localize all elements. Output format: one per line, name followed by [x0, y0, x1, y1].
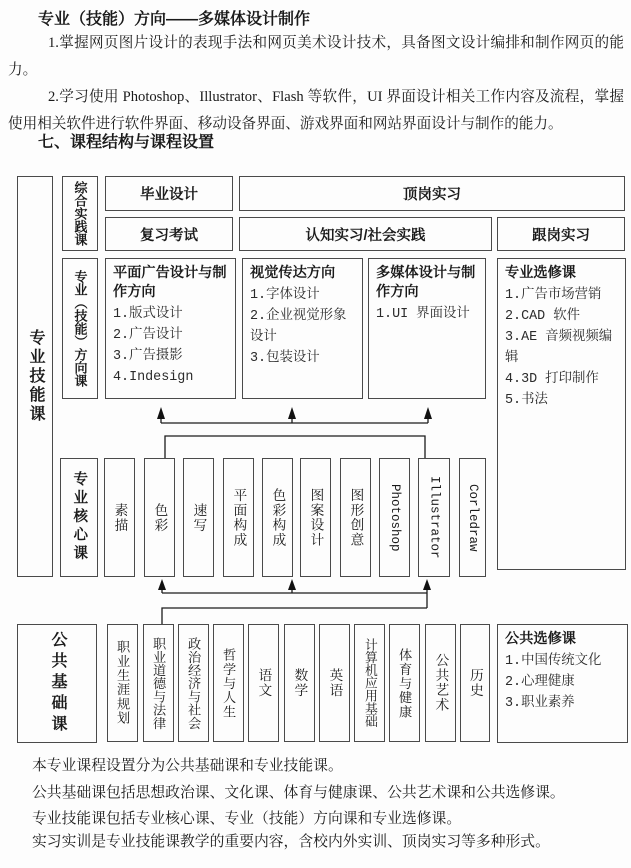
direction-title: 多媒体设计与制作方向: [376, 265, 476, 300]
direction-item: 2.广告设计: [113, 328, 183, 343]
core-course-box: [459, 458, 486, 577]
direction-title: 视觉传达方向: [250, 265, 336, 281]
follow-internship-label: 跟岗实习: [532, 227, 590, 244]
direction-item: 2.企业视觉形象设计: [250, 309, 347, 345]
professional-elective-item: 3.AE 音频视频编辑: [505, 330, 613, 366]
footer-line: 专业技能课包括专业核心课、专业（技能）方向课和专业选修课。: [32, 811, 462, 827]
core-course-box: [379, 458, 410, 577]
core-course-label: 速写: [191, 502, 207, 533]
public-elective-item: 1.中国传统文化: [505, 654, 602, 669]
group-label-core-box: [60, 458, 98, 577]
core-course-box: [144, 458, 175, 577]
professional-elective-item: 2.CAD 软件: [505, 309, 580, 324]
base-course-label: 职业生涯规划: [115, 640, 131, 726]
public-elective-title: 公共选修课: [505, 631, 576, 647]
base-course-box: [389, 624, 420, 742]
base-course-label: 英语: [327, 668, 343, 698]
direction-item: 3.包装设计: [250, 351, 320, 366]
base-course-box: [143, 624, 174, 742]
direction-title: 平面广告设计与制作方向: [113, 265, 227, 300]
base-course-box: [248, 624, 279, 742]
rail-box-professional-skill: [17, 176, 53, 577]
base-course-label: 历史: [467, 668, 483, 698]
core-course-label: 平面构成: [231, 487, 247, 548]
base-course-box: [107, 624, 138, 742]
professional-elective-item: 1.广告市场营销: [505, 288, 602, 303]
footer-line: 公共基础课包括思想政治课、文化课、体育与健康课、公共艺术课和公共选修课。: [32, 785, 565, 801]
core-course-box: [340, 458, 371, 577]
heading-specialty-direction: 专业（技能）方向——多媒体设计制作: [38, 11, 311, 28]
core-course-box: [183, 458, 214, 577]
direction-item: 1.UI 界面设计: [376, 307, 470, 322]
direction-item: 3.广告摄影: [113, 349, 183, 364]
intro-paragraph-1: 1.掌握网页图片设计的表现手法和网页美术设计技术，具备图文设计编排和制作网页的能力。: [8, 35, 624, 78]
core-course-box: [223, 458, 254, 577]
public-elective-item: 3.职业素养: [505, 696, 575, 711]
core-course-box: [262, 458, 293, 577]
review-exam-label: 复习考试: [140, 227, 198, 244]
post-internship-label: 顶岗实习: [403, 187, 461, 203]
core-course-label: 图案设计: [308, 487, 324, 548]
base-course-box: [178, 624, 209, 742]
cognition-practice-label: 认知实习/社会实践: [305, 227, 426, 244]
base-course-box: [354, 624, 385, 742]
direction-item: 4.Indesign: [113, 370, 194, 385]
review-exam-box: [105, 217, 233, 251]
core-course-label: Photoshop: [387, 483, 402, 552]
base-course-box: [213, 624, 244, 742]
direction-box-multimedia: [368, 258, 486, 399]
core-course-box: [104, 458, 135, 577]
group-label-practice-box: [62, 176, 98, 251]
direction-item: 1.字体设计: [250, 288, 320, 303]
direction-box-visual-comm: [242, 258, 363, 399]
core-course-label: 素描: [112, 502, 128, 533]
core-course-label: Corledraw: [465, 483, 480, 552]
group-label-base-box: [17, 624, 97, 743]
base-course-label: 公共艺术: [433, 653, 449, 713]
graduation-design-label: 毕业设计: [140, 187, 198, 203]
graduation-design-box: [105, 176, 233, 211]
group-label-base: 公共基础课: [49, 631, 66, 736]
footer-line: 本专业课程设置分为公共基础课和专业技能课。: [32, 758, 343, 774]
group-label-practice: 综合实践课: [72, 181, 88, 246]
base-course-box: [319, 624, 350, 742]
core-course-box: [300, 458, 331, 577]
follow-internship-box: [497, 217, 625, 251]
direction-box-graphic-ad: [105, 258, 236, 399]
core-course-label: 图形创意: [348, 487, 364, 548]
rail-label: 专业技能课: [27, 329, 44, 424]
core-course-box: [418, 458, 450, 577]
base-course-box: [425, 624, 456, 742]
post-internship-box: [239, 176, 625, 211]
core-course-label: 色彩构成: [270, 487, 286, 548]
base-course-label: 数学: [292, 668, 308, 698]
base-course-label: 哲学与人生: [221, 647, 237, 719]
direction-item: 1.版式设计: [113, 307, 183, 322]
core-course-label: Illustrator: [427, 476, 442, 559]
intro-paragraph-2: 2.学习使用 Photoshop、Illustrator、Flash 等软件，UI 界面设计相关工作内容及流程，掌握使用相关软件进行软件界面、移动设备界面、游戏界面和网站界面设计与制作的能力。: [8, 89, 624, 132]
base-course-label: 体育与健康: [397, 647, 413, 719]
base-course-label: 计算机应用基础: [362, 638, 377, 728]
section-heading-curriculum: 七、课程结构与课程设置: [38, 134, 215, 151]
professional-elective-item: 5.书法: [505, 393, 548, 408]
footer-line: 实习实训是专业技能课教学的重要内容，含校内外实训、顶岗实习等多种形式。: [32, 834, 550, 850]
base-course-box: [460, 624, 490, 742]
public-elective-item: 2.心理健康: [505, 675, 575, 690]
core-course-label: 色彩: [152, 502, 168, 533]
cognition-practice-box: [239, 217, 492, 251]
professional-elective-title: 专业选修课: [505, 265, 576, 281]
group-label-direction-box: [62, 258, 98, 399]
base-course-label: 语文: [256, 668, 272, 698]
base-course-box: [284, 624, 315, 742]
group-label-core: 专业核心课: [71, 471, 88, 564]
base-course-label: 职业道德与法律: [151, 636, 167, 730]
public-elective-box: [497, 624, 628, 743]
professional-elective-box: [497, 258, 626, 570]
group-label-direction: 专业（技能）方向课: [72, 270, 88, 387]
base-course-label: 政治经济与社会: [186, 636, 202, 730]
professional-elective-item: 4.3D 打印制作: [505, 372, 599, 387]
